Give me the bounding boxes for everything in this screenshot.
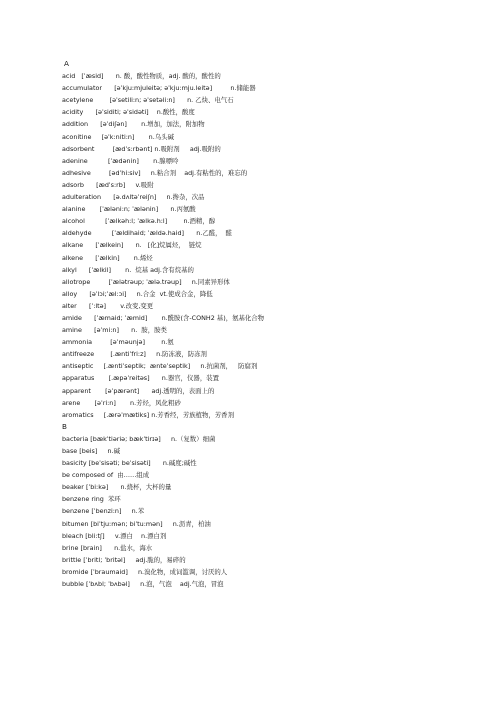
entry-list-b xyxy=(62,433,482,590)
glossary-entry: antiseptic [.æntiˈseptik; ænteˈseptik] n.抗菌剂， 防腐剂 xyxy=(62,362,258,371)
glossary-entry: antifreeze [.æntiˈfri:z] n.防冻液，防冻剂 xyxy=(62,350,207,359)
glossary-entry: allotrope [ˈælətrəup; ˈælə.trəup] n.同素异形体 xyxy=(62,277,230,286)
glossary-entry: accumulator [əˈkju:mjuleitə; əˈkju:mju.leitə] n.储能器 xyxy=(62,84,256,93)
glossary-entry: brittle [ˈbritl; ˈbritəl] adj.脆的，易碎的 xyxy=(62,555,186,564)
glossary-entry: acid [ˈæsid] n. 酸，酸性物质，adj. 酸的，酸性的 xyxy=(62,72,221,81)
glossary-entry: bromide [ˈbraumaid] n.溴化物，成词滥调，讨厌的人 xyxy=(62,567,228,576)
glossary-entry: amine [əˈmi:n] n. 胺，胺类 xyxy=(62,326,167,335)
glossary-entry: addition [əˈdiʃən] n.增加，加法，附加物 xyxy=(62,120,205,129)
glossary-entry: acetylene [əˈsetili:n; əˈsetəli:n] n. 乙炔、电气石 xyxy=(62,96,234,105)
glossary-entry: acidity [əˈsiditi; əˈsidəti] n.酸性，酸度 xyxy=(62,108,195,117)
entry-list-a xyxy=(62,70,482,421)
glossary-entry: adhesive [ədˈhi:siv] n.粘合剂 adj.有粘性的，难忘的 xyxy=(62,168,248,177)
glossary-entry: benzene ring 苯环 xyxy=(62,495,121,504)
glossary-entry: apparent [əˈpærənt] adj.透明的，表面上的 xyxy=(62,386,215,395)
glossary-entry: adulteration [ə.dʌltəˈreiʃn] n.搀杂，次品 xyxy=(62,193,205,202)
glossary-entry: alkene [ˈælkin] n.烯烃 xyxy=(62,253,153,262)
glossary-entry: basicity [beˈsisəti; beˈsisəti] n.碱度;碱性 xyxy=(62,459,197,468)
glossary-entry: alcohol [ˈælkəh:l; ˈælkə.h:l] n.酒精，醇 xyxy=(62,217,216,226)
glossary-entry: bleach [bli:tʃ] v.漂白 n.漂白剂 xyxy=(62,531,167,540)
glossary-entry: brine [brain] n.盐水，海水 xyxy=(62,543,153,552)
glossary-entry: aromatics [.ærəˈmætiks] n.芳香经，芳族植物，芳香剂 xyxy=(62,410,234,419)
glossary-entry: aconitine [əˈk:niti:n] n.乌头碱 xyxy=(62,132,174,141)
glossary-entry: amide [ˈæmaid; ˈæmid] n.酰胺(含-CONH2 基)，氨基化合物 xyxy=(62,313,265,322)
glossary-entry: benzene [ˈbenzi:n] n.苯 xyxy=(62,507,145,516)
glossary-entry: alanine [ˈæləni:n; ˈælənin] n.丙氨酸 xyxy=(62,205,196,214)
glossary-entry: ammonia [əˈməunjə] n.氨 xyxy=(62,338,174,347)
glossary-entry: adsorb [ædˈs:rb] v.吸附 xyxy=(62,180,154,189)
glossary-page xyxy=(62,58,482,590)
section-heading-b: B xyxy=(62,421,67,431)
glossary-entry: bacteria [bækˈtiəriə; bækˈtirɪə] n.（复数）细菌 xyxy=(62,434,216,443)
section-b xyxy=(62,421,482,590)
glossary-entry: apparatus [.æpəˈreitəs] n.器官，仪器，装置 xyxy=(62,374,219,383)
glossary-entry: alkane [ˈælkein] n. [化]烷属烃， 链烷 xyxy=(62,241,202,250)
glossary-entry: aldehyde [ˈældihaid; ˈældə.haid] n.乙醛， 醛 xyxy=(62,229,232,238)
glossary-entry: beaker [ˈbi:kə] n.烧杯，大杯的量 xyxy=(62,483,172,492)
glossary-entry: be composed of 由……组成 xyxy=(62,471,150,480)
glossary-entry: arene [əˈri:n] n.芳烃，风化粗砂 xyxy=(62,398,181,407)
glossary-entry: alloy [əˈlɔi;ˈæl:ɔi] n.合金 vt.使成合金，降低 xyxy=(62,289,213,298)
section-heading-a: A xyxy=(64,59,69,68)
glossary-entry: adsorbent [ædˈs:rbənt] n.吸附剂 adj.吸附的 xyxy=(62,144,221,153)
glossary-entry: base [beis] n.碱 xyxy=(62,447,120,455)
glossary-entry: adenine [ˈædənin] n.腺嘌呤 xyxy=(62,156,179,165)
glossary-entry: bubble [ˈbʌbl; ˈbʌbəl] n.泡，气泡 adj.气泡，冒泡 xyxy=(62,580,224,589)
section-a xyxy=(62,58,482,421)
glossary-entry: alkyl [ˈælkil] n. 烷基 adj.含有烷基的 xyxy=(62,265,194,274)
glossary-entry: alter [ˈ:ltə] v.改变,变更 xyxy=(62,301,154,310)
glossary-entry: bitumen [biˈtju:mən; biˈtu:mən] n.沥青，柏油 xyxy=(62,519,211,528)
